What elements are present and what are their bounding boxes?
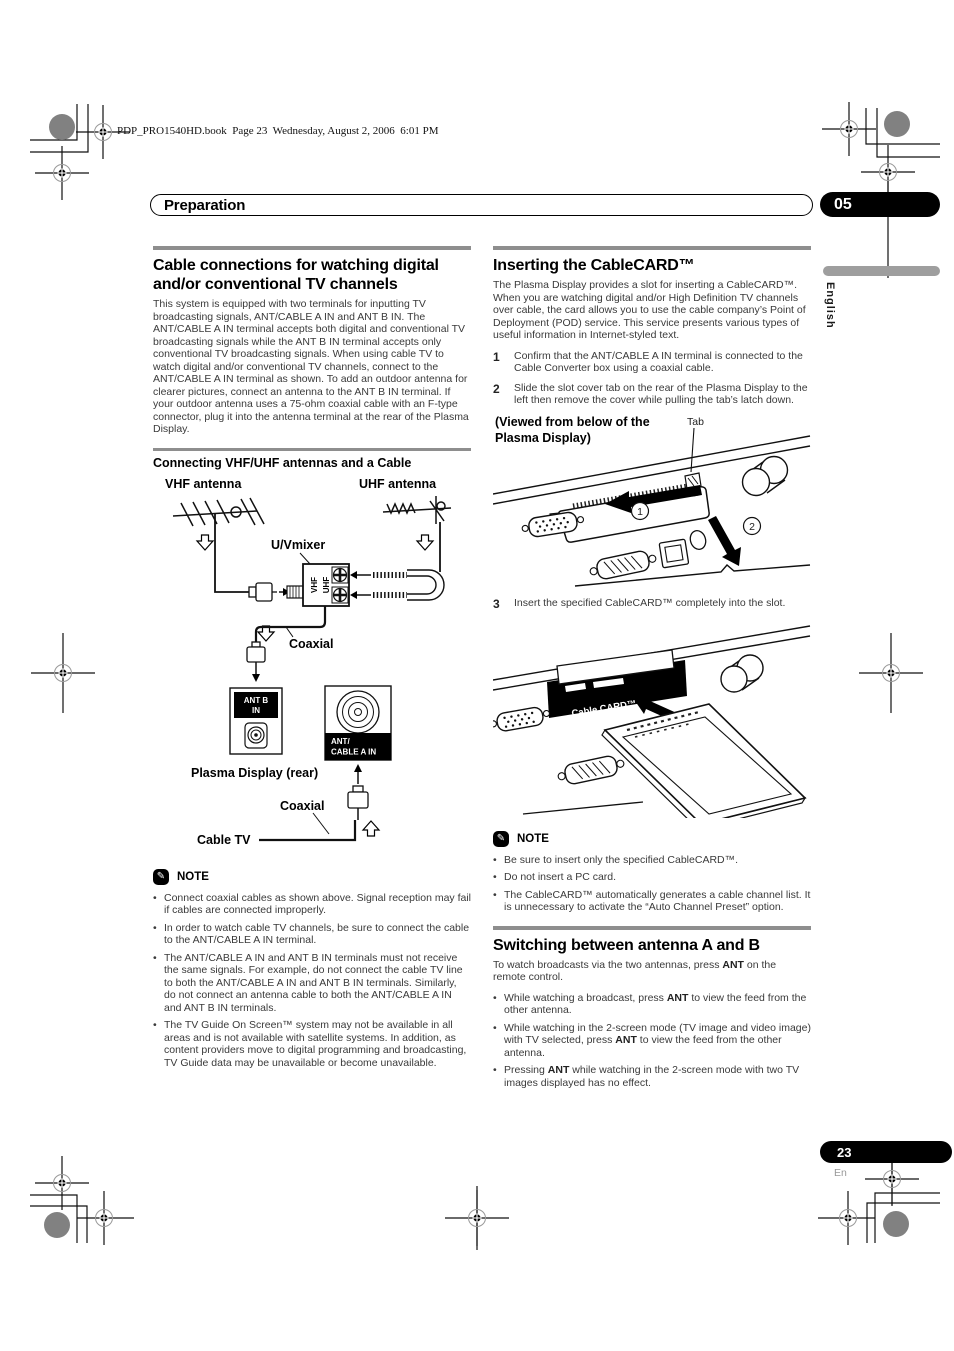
uhf-lead [357,575,371,595]
page-number-badge [820,1141,952,1163]
switching-item: • Pressing ANT while watching in the 2-screen mode with two TV images displayed has no effect. [493,1064,811,1089]
switching-list [493,992,811,1090]
chapter-number-badge [820,192,940,217]
ant-button-ref: ANT [666,991,689,1004]
step-1: 1 Confirm that the ANT/CABLE A IN terminal is connected to the Cable Converter box using a coaxial cable. [493,349,803,374]
note-item: • The ANT/CABLE A IN and ANT B IN terminals must not receive the same signals. For example, do not connect the cable TV line to both the ANT/CABLE A IN and ANT B IN terminals. Similarly, do not connect an antenna cable to both the ANT/CABLE A IN and ANT B IN terminals. [153,952,471,1015]
stand-cylinder [721,655,763,692]
f-connector-vertical-b [247,642,265,662]
right-column [493,246,811,1094]
square-connector [659,539,689,568]
section-rule [493,926,811,930]
section-heading-cablecard: Inserting the CableCARD™ [493,257,695,274]
note-block-right [493,831,811,914]
cablecard-intro: The Plasma Display provides a slot for inserting a CableCARD™. When you are watching digital and/or High Definition TV channels over cable, the card allows you to use the cable company’s Point of Deployment (POD) service. This service presents various types of useful information in Internet-styled text. [493,279,806,341]
vhf-antenna-icon [173,498,264,592]
vga-connector [493,705,551,733]
plasma-rear-label: Plasma Display (rear) [191,765,319,780]
step-3: 3 Insert the specified CableCARD™ completely into the slot. [493,596,786,611]
page-number: 23 [837,1144,852,1160]
stand-cylinder [743,456,788,495]
section-heading-cable-connections: Cable connections for watching digital and/or conventional TV channels [153,257,439,293]
uv-mixer [287,564,349,606]
print-job-header: PDP_PRO1540HD.book Page 23 Wednesday, August 2, 2006 6:01 PM [117,125,439,137]
note-label: NOTE [517,832,549,845]
marker-1: 1 [637,505,643,518]
chapter-number: 05 [834,195,852,213]
note-header [153,869,471,885]
f-connector-vertical-a [348,786,368,808]
svg-text:UHF: UHF [322,576,331,593]
note-label: NOTE [177,870,209,883]
svg-text:IN: IN [252,705,260,715]
section-rule [153,246,471,250]
left-column [153,246,471,1074]
cable-tv-label: Cable TV [197,832,251,847]
note-item: • Connect coaxial cables as shown above. Signal reception may fail if cables are connected improperly. [153,892,471,917]
marker-2: 2 [749,520,755,533]
ant-cable-a-in-terminal [325,686,391,760]
sidebar-accent-bar [823,266,940,276]
section-heading-switching: Switching between antenna A and B [493,936,760,954]
diagram1-caption-1: (Viewed from below of the [495,414,650,429]
svg-text:VHF: VHF [310,576,319,593]
vga-connector-2 [556,753,626,786]
cable-connections-intro: This system is equipped with two terminals for inputting TV broadcasting signals, ANT/CABLE A IN and ANT B IN. The ANT/CABLE A IN terminal accepts both digital and conventional TV broadcasting signals while the ANT B IN terminal accepts only conventional TV broadcasting signals. When using cable TV to watch digital and/or conventional TV channels, connect to the ANT/CABLE A IN terminal as shown. To add an outdoor antenna for clearer pictures, connect an antenna to the ANT B IN terminal. If your outdoor antenna uses a 75-ohm coaxial cable with an F-type connector, plug it into the antenna terminal at the rear of the Plasma Display. [153,298,469,435]
switching-item: • While watching a broadcast, press ANT to view the feed from the other antenna. [493,992,811,1017]
cablecard [602,704,805,818]
pencil-note-icon: ✎ [153,869,169,885]
note-item: • In order to watch cable TV channels, be sure to connect the cable to the ANT/CABLE A IN terminal. [153,922,471,947]
coaxial-bottom-label: Coaxial [280,798,325,813]
ant-button-ref: ANT [547,1064,570,1076]
note-item: • Be sure to insert only the specified CableCARD™. [493,854,811,867]
subsection-heading-vhf-uhf: Connecting VHF/UHF antennas and a Cable [153,455,412,470]
ant-button-ref: ANT [615,1034,637,1046]
chapter-title-bar [150,194,813,216]
switching-item: • While watching in the 2-screen mode (TV image and video image) with TV selected, press ANT to view the feed from the other antenna. [493,1022,811,1060]
svg-text:CABLE A IN: CABLE A IN [331,747,377,756]
ant-button-ref: ANT [722,958,744,971]
note-item: • The CableCARD™ automatically generates a cable channel list. It is unnecessary to activate the “Auto Channel Preset” option. [493,889,811,914]
svg-text:ANT B: ANT B [243,695,269,705]
note-item: • Do not insert a PC card. [493,871,811,884]
chapter-title: Preparation [164,196,246,214]
antenna-connection-diagram [153,476,471,856]
subsection-rule [153,448,471,451]
uhf-antenna-label: UHF antenna [359,476,437,491]
sidebar-language-label: English [824,282,836,329]
mixer-label: U/Vmixer [271,537,326,552]
step-2: 2 Slide the slot cover tab on the rear of the Plasma Display to the left then remove the cover while pulling the tab’s latch down. [493,381,808,406]
pull-down-arrow [708,516,741,566]
section-rule [493,246,811,250]
uhf-antenna-icon [383,496,451,572]
page-language-code: En [834,1167,847,1179]
vhf-antenna-label: VHF antenna [165,476,242,491]
cablecard-insertion-diagram [493,618,811,818]
round-connector [688,528,708,551]
tab-label: Tab [687,415,704,428]
vga-connector-2 [588,548,658,581]
diagram1-caption-2: Plasma Display) [495,430,591,445]
svg-text:ANT/: ANT/ [331,736,350,746]
switching-intro: To watch broadcasts via the two antennas, press ANT on the remote control. [493,958,777,983]
ant-b-in-terminal [230,688,282,754]
note-block-left [153,869,471,1070]
f-connector-horizontal [249,583,277,601]
coaxial-top-label: Coaxial [289,636,334,651]
slot-label: Cable CARD™ [570,697,638,719]
note-header [493,831,811,847]
note-item: • The TV Guide On Screen™ system may not be available in all areas and is not available with satellite systems. In addition, as content providers move to digital programming and broadcasting, TV Guide data may be unavailable or become unavailable. [153,1019,471,1069]
note-list-left [153,892,471,1070]
note-list-right [493,854,811,914]
slot-cover-diagram [493,414,811,592]
pencil-note-icon: ✎ [493,831,509,847]
